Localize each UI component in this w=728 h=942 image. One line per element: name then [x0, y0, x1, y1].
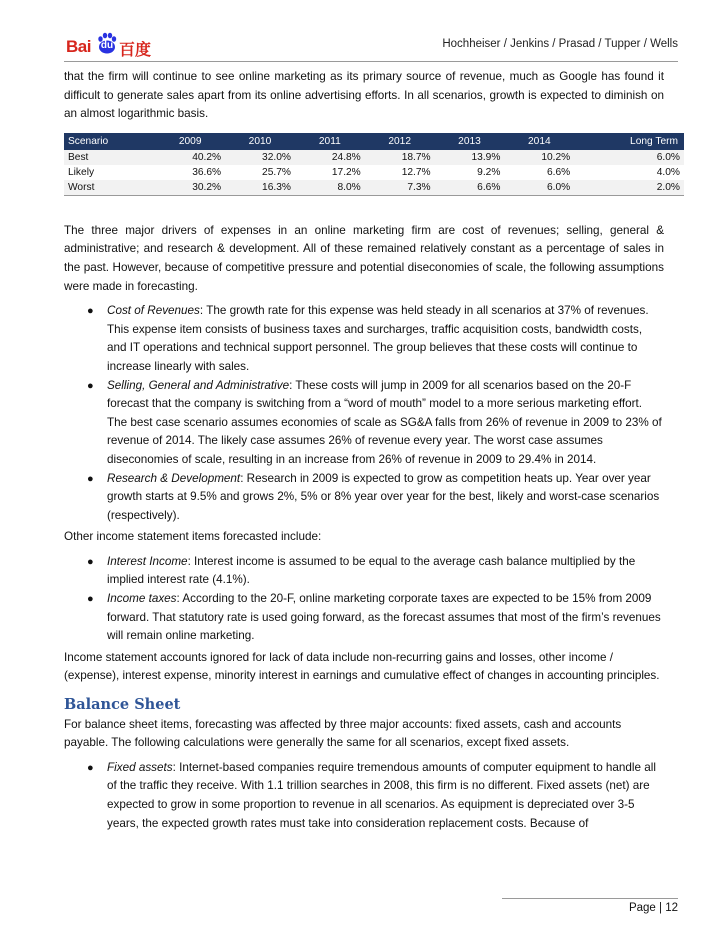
table-cell: 25.7%: [225, 165, 295, 180]
intro-paragraph: that the firm will continue to see online marketing as its primary source of revenue, much as Google has found it difficult to generate sales apart from its online advertising efforts. In all scenarios, growth is expected to diminish on an almost logarithmic basis.: [64, 70, 664, 121]
bullet-icon: ●: [87, 555, 94, 568]
table-cell: 36.6%: [155, 165, 225, 180]
table-cell: 9.2%: [435, 165, 505, 180]
spacer: [64, 196, 664, 222]
footer-divider: [502, 898, 678, 899]
bullet-term: Income taxes: [107, 592, 177, 606]
list-item: [64, 553, 664, 590]
bullet-text: : The growth rate for this expense was held steady in all scenarios at 37% of revenues. This expense item consists of business taxes and surcharges, traffic acquisition costs, bandwidth costs, and IT operations and technical support personnel. The group believes that these costs will continue to increase linearly with sales.: [107, 304, 649, 373]
other-items-list: [64, 553, 664, 646]
bullet-term: Interest Income: [107, 554, 188, 568]
table-header-cell: Long Term: [574, 133, 684, 150]
table-cell: 13.9%: [435, 150, 505, 165]
table-cell: 8.0%: [295, 180, 365, 196]
growth-scenarios-table: [64, 133, 684, 196]
bullet-text: : These costs will jump in 2009 for all scenarios based on the 20-F forecast that the company is switching from a “word of mouth” model to a more serious marketing effort. The best case scenario assumes economies of scale as SG&A falls from 26% of revenue in 2009 to 23% of revenue of 2014. The likely case assumes 26% of revenue every year. The worst case assumes diseconomies of scale, resulting in an increase from 26% of revenue in 2009 to 29.4% in 2014.: [107, 378, 662, 466]
table-cell: 40.2%: [155, 150, 225, 165]
other-items-intro: Other income statement items forecasted include:: [64, 530, 322, 544]
table-cell: 24.8%: [295, 150, 365, 165]
table-cell: 16.3%: [225, 180, 295, 196]
balance-sheet-intro: For balance sheet items, forecasting was affected by three major accounts: fixed assets, cash and accounts payable. The following calculations were generally the same for all scenarios, except fixed assets.: [64, 717, 622, 750]
table-header-cell: 2009: [155, 133, 225, 150]
bullet-icon: ●: [87, 379, 94, 392]
table-cell: Likely: [64, 165, 155, 180]
logo-text-cn: 百度: [119, 42, 152, 59]
table-row: [64, 150, 684, 165]
running-head-authors: Hochheiser / Jenkins / Prasad / Tupper / Wells: [442, 38, 678, 50]
header-divider: [64, 61, 678, 62]
table-cell: 17.2%: [295, 165, 365, 180]
expenses-paragraph: The three major drivers of expenses in an online marketing firm are cost of revenues; selling, general & administrative; and research & development. All of these remained relatively constant as a percentage of sales in the past. However, because of competitive pressure and potential diseconomies of scale, the following assumptions were made in forecasting.: [64, 223, 664, 293]
table-header-cell: 2012: [365, 133, 435, 150]
table-cell: Worst: [64, 180, 155, 196]
bullet-icon: ●: [87, 472, 94, 485]
balance-sheet-list: [64, 759, 664, 833]
table-header-cell: 2014: [504, 133, 574, 150]
table-header-cell: 2011: [295, 133, 365, 150]
table-cell: 7.3%: [365, 180, 435, 196]
bullet-text: : According to the 20-F, online marketing corporate taxes are expected to be 15% from 2009 forward. That statutory rate is used going forward, as the forecast assumes that most of the firm’s revenues will remain online marketing.: [107, 592, 661, 643]
ignored-accounts-paragraph: Income statement accounts ignored for lack of data include non-recurring gains and losses, other income / (expense), interest expense, minority interest in earnings and cumulative effect of changes in accounting principles.: [64, 650, 660, 683]
table-cell: 6.0%: [574, 150, 684, 165]
list-item: [64, 759, 664, 833]
bullet-term: Cost of Revenues: [107, 304, 200, 318]
table-header-cell: 2013: [435, 133, 505, 150]
bullet-icon: ●: [87, 761, 94, 774]
table-cell: Best: [64, 150, 155, 165]
logo-text-du: du: [100, 40, 114, 51]
list-item: [64, 590, 664, 646]
table-cell: 30.2%: [155, 180, 225, 196]
table-cell: 6.0%: [504, 180, 574, 196]
bullet-term: Selling, General and Administrative: [107, 378, 290, 392]
document-body: [64, 68, 680, 836]
page-header: [64, 30, 678, 58]
table-header-row: [64, 133, 684, 150]
bullet-text: : Interest income is assumed to be equal to the average cash balance multiplied by the implied interest rate (4.1%).: [107, 554, 636, 587]
table-cell: 10.2%: [504, 150, 574, 165]
expense-assumptions-list: [64, 302, 664, 525]
section-heading-balance-sheet: Balance Sheet: [64, 696, 181, 714]
bullet-term: Research & Development: [107, 471, 241, 485]
bullet-term: Fixed assets: [107, 760, 173, 774]
bullet-icon: ●: [87, 593, 94, 606]
table-cell: 18.7%: [365, 150, 435, 165]
table-cell: 12.7%: [365, 165, 435, 180]
table-header-cell: 2010: [225, 133, 295, 150]
table-cell: 6.6%: [504, 165, 574, 180]
baidu-logo: [66, 30, 156, 58]
table-cell: 32.0%: [225, 150, 295, 165]
table-cell: 6.6%: [435, 180, 505, 196]
list-item: [64, 302, 664, 376]
bullet-text: : Internet-based companies require tremendous amounts of computer equipment to handle all of the traffic they receive. With 1.1 trillion searches in 2008, this firm is no different. Fixed assets (net) are expected to grow in some proportion to revenue in all scenarios. As equipment is depreciated over 3-5 years, the expected growth rates must take into consideration replacement costs. Because of: [107, 760, 656, 830]
table-header-cell: Scenario: [64, 133, 155, 150]
table-cell: 4.0%: [574, 165, 684, 180]
page-number: Page | 12: [628, 902, 678, 914]
bullet-text: : Research in 2009 is expected to grow as competition heats up. Year over year growth starts at 9.5% and grows 2%, 5% or 8% year over year for the best, likely and worst-case scenarios (respectively).: [107, 471, 660, 522]
logo-text-latin: Bai: [66, 37, 91, 56]
bullet-icon: ●: [87, 305, 94, 318]
list-item: [64, 377, 664, 470]
list-item: [64, 470, 664, 526]
table-row: [64, 180, 684, 196]
table-cell: 2.0%: [574, 180, 684, 196]
table-row: [64, 165, 684, 180]
